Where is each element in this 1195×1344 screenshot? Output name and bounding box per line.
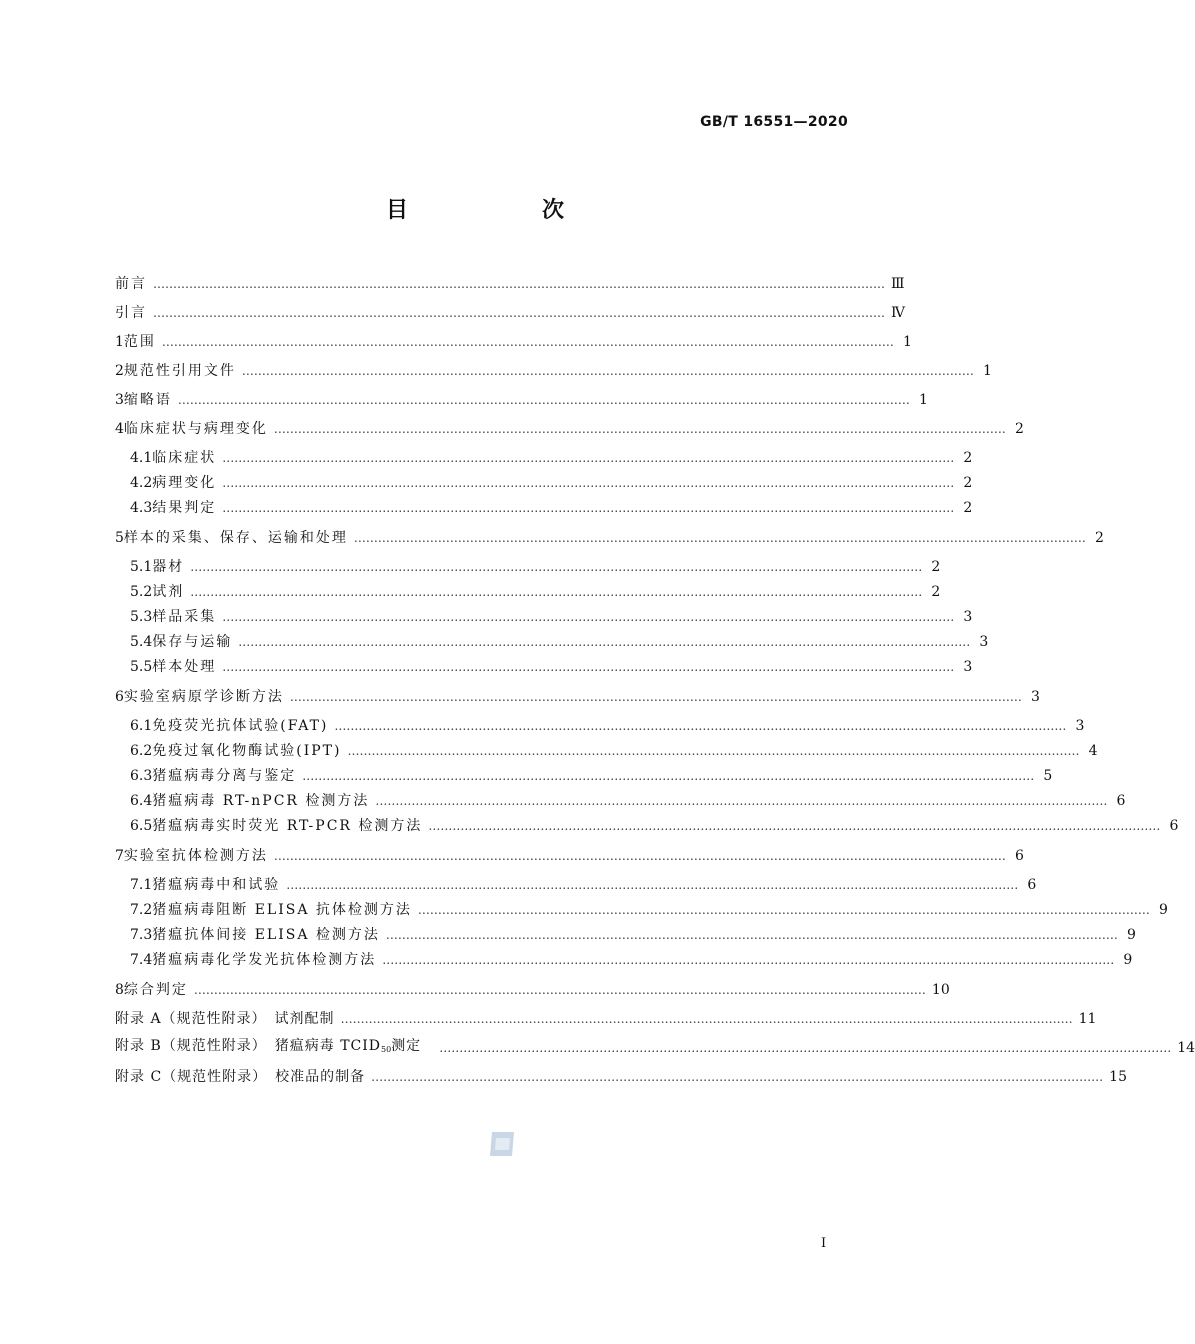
toc-entry-5-5[interactable] xyxy=(130,655,973,679)
toc-entry-7[interactable] xyxy=(115,844,1024,868)
toc-number: 5.5 xyxy=(130,659,153,675)
toc-number: 4.2 xyxy=(130,475,153,491)
toc-number: 7.3 xyxy=(130,927,153,943)
toc-number: 4.1 xyxy=(130,450,153,466)
toc-page: 6 xyxy=(1015,848,1024,864)
toc-number: 6.4 xyxy=(130,793,153,809)
toc-number: 6.1 xyxy=(130,718,153,734)
toc-page: 2 xyxy=(1095,530,1104,546)
toc-number: 5.1 xyxy=(130,559,153,575)
toc-leader: ………………………………………………………………………………………………………………………………………………………………… xyxy=(153,277,885,291)
toc-label: 范围 xyxy=(123,334,156,350)
toc-leader: ………………………………………………………………………………………………………………………………………………………………… xyxy=(417,903,1150,917)
toc-leader: ………………………………………………………………………………………………………………………………………………………………… xyxy=(382,953,1115,967)
toc-number: 5.4 xyxy=(130,634,153,650)
toc-leader: ………………………………………………………………………………………………………………………………………………………………… xyxy=(273,849,1006,863)
toc-leader: ………………………………………………………………………………………………………………………………………………………………… xyxy=(439,1041,1172,1055)
toc-label: 猪瘟病毒实时荧光 RT-PCR 检测方法 xyxy=(152,818,423,834)
toc-page: 9 xyxy=(1123,952,1133,968)
toc-page: 14 xyxy=(1177,1040,1195,1056)
toc-number: 7.2 xyxy=(130,902,153,918)
toc-leader: ………………………………………………………………………………………………………………………………………………………………… xyxy=(161,335,894,349)
toc-label: 实验室病原学诊断方法 xyxy=(123,689,284,705)
page-title: 目 次 xyxy=(385,198,620,223)
toc-entry-5-3[interactable] xyxy=(130,605,973,629)
toc-page: 3 xyxy=(963,609,973,625)
toc-leader: ………………………………………………………………………………………………………………………………………………………………… xyxy=(289,690,1022,704)
toc-label: 猪瘟病毒化学发光抗体检测方法 xyxy=(152,952,377,968)
toc-leader: ………………………………………………………………………………………………………………………………………………………………… xyxy=(371,1070,1104,1084)
toc-leader: ………………………………………………………………………………………………………………………………………………………………… xyxy=(428,819,1161,833)
toc-leader: ………………………………………………………………………………………………………………………………………………………………… xyxy=(273,422,1006,436)
toc-entry-5-2[interactable] xyxy=(130,580,941,604)
toc-label xyxy=(115,1034,421,1062)
toc-entry-6-3[interactable] xyxy=(130,764,1053,788)
toc-page: 9 xyxy=(1127,927,1136,943)
toc-number: 6.3 xyxy=(130,768,153,784)
toc-leader: ………………………………………………………………………………………………………………………………………………………………… xyxy=(222,501,955,515)
toc-entry-1[interactable] xyxy=(115,330,912,354)
toc-page: 1 xyxy=(983,363,992,379)
toc-entry-6-4[interactable] xyxy=(130,789,1126,813)
toc-leader: ………………………………………………………………………………………………………………………………………………………………… xyxy=(353,531,1086,545)
toc-number: 1 xyxy=(115,334,124,350)
toc-label: 猪瘟病毒 RT-nPCR 检测方法 xyxy=(152,793,370,809)
toc-page: 5 xyxy=(1043,768,1053,784)
toc-page: 9 xyxy=(1159,902,1168,918)
toc-page: 3 xyxy=(963,659,973,675)
toc-number: 7.1 xyxy=(130,877,153,893)
toc-label: 引言 xyxy=(115,305,147,321)
toc-leader: ………………………………………………………………………………………………………………………………………………………………… xyxy=(177,393,910,407)
toc-label: 试剂 xyxy=(152,584,185,600)
toc-label-tail: 测定 xyxy=(391,1038,422,1054)
toc-label: 缩略语 xyxy=(123,392,172,408)
toc-number: 6.2 xyxy=(130,743,153,759)
toc-entry-6[interactable] xyxy=(115,685,1040,709)
toc-page: 15 xyxy=(1109,1069,1127,1085)
toc-leader: ………………………………………………………………………………………………………………………………………………………………… xyxy=(302,769,1035,783)
toc-page: 3 xyxy=(979,634,989,650)
toc-entry-8[interactable] xyxy=(115,978,950,1002)
toc-leader: ………………………………………………………………………………………………………………………………………………………………… xyxy=(375,794,1108,808)
toc-number: 5.2 xyxy=(130,584,153,600)
toc-label: 附录 A（规范性附录） 试剂配制 xyxy=(115,1011,335,1027)
toc-leader: ………………………………………………………………………………………………………………………………………………………………… xyxy=(340,1012,1073,1026)
toc-label: 病理变化 xyxy=(152,475,217,491)
toc-entry-4-3[interactable] xyxy=(130,496,973,520)
toc-page: 6 xyxy=(1027,877,1037,893)
toc-label: 实验室抗体检测方法 xyxy=(123,848,268,864)
toc-entry-foreword[interactable] xyxy=(115,272,905,296)
toc-page: 2 xyxy=(963,475,973,491)
toc-label: 猪瘟抗体间接 ELISA 检测方法 xyxy=(152,927,380,943)
toc-entry-5-1[interactable] xyxy=(130,555,941,579)
toc-leader: ………………………………………………………………………………………………………………………………………………………………… xyxy=(222,476,955,490)
toc-entry-6-5[interactable] xyxy=(130,814,1179,838)
toc-label: 临床症状与病理变化 xyxy=(123,421,268,437)
toc-number: 7.4 xyxy=(130,952,153,968)
standard-code: GB/T 16551—2020 xyxy=(700,114,848,130)
toc-entry-5[interactable] xyxy=(115,526,1104,550)
toc-leader: ………………………………………………………………………………………………………………………………………………………………… xyxy=(222,451,955,465)
toc-number: 6 xyxy=(115,689,124,705)
toc-number: 6.5 xyxy=(130,818,153,834)
toc-number: 4.3 xyxy=(130,500,153,516)
toc-number: 3 xyxy=(115,392,124,408)
toc-leader: ………………………………………………………………………………………………………………………………………………………………… xyxy=(385,928,1118,942)
toc-label: 猪瘟病毒阻断 ELISA 抗体检测方法 xyxy=(152,902,412,918)
toc-page: 2 xyxy=(931,559,941,575)
toc-entry-7-2[interactable] xyxy=(130,898,1168,922)
toc-entry-7-4[interactable] xyxy=(130,948,1133,972)
toc-entry-4-2[interactable] xyxy=(130,471,973,495)
toc-page: 3 xyxy=(1031,689,1040,705)
toc-entry-6-1[interactable] xyxy=(130,714,1085,738)
toc-label: 器材 xyxy=(152,559,185,575)
toc-label: 猪瘟病毒中和试验 xyxy=(152,877,281,893)
toc-label-main: 附录 B（规范性附录） 猪瘟病毒 TCID xyxy=(115,1038,381,1054)
toc-page: 4 xyxy=(1088,743,1098,759)
page-folio: Ⅰ xyxy=(821,1236,827,1251)
toc-page: 1 xyxy=(903,334,912,350)
toc-leader: ………………………………………………………………………………………………………………………………………………………………… xyxy=(222,660,955,674)
toc-leader: ………………………………………………………………………………………………………………………………………………………………… xyxy=(238,635,971,649)
toc-page: 2 xyxy=(931,584,941,600)
toc-page: 2 xyxy=(963,500,973,516)
toc-number: 7 xyxy=(115,848,124,864)
toc-page: 6 xyxy=(1169,818,1179,834)
toc-label: 样品采集 xyxy=(152,609,217,625)
toc-label: 附录 C（规范性附录） 校准品的制备 xyxy=(115,1069,366,1085)
toc-label: 猪瘟病毒分离与鉴定 xyxy=(152,768,297,784)
toc-entry-2[interactable] xyxy=(115,359,992,383)
toc-leader: ………………………………………………………………………………………………………………………………………………………………… xyxy=(153,306,885,320)
toc-entry-3[interactable] xyxy=(115,388,928,412)
toc-leader: ………………………………………………………………………………………………………………………………………………………………… xyxy=(190,585,923,599)
toc-label: 前言 xyxy=(115,276,147,292)
toc-entry-4-1[interactable] xyxy=(130,446,973,470)
toc-entry-introduction[interactable] xyxy=(115,301,905,325)
toc-entry-5-4[interactable] xyxy=(130,630,989,654)
toc-label: 样本的采集、保存、运输和处理 xyxy=(123,530,348,546)
toc-page: Ⅳ xyxy=(891,305,905,321)
toc-label: 免疫荧光抗体试验(FAT) xyxy=(152,718,329,734)
toc-label-subscript: 50 xyxy=(381,1045,392,1054)
toc-label: 结果判定 xyxy=(152,500,217,516)
toc-entry-6-2[interactable] xyxy=(130,739,1098,763)
toc-page: 10 xyxy=(931,982,950,998)
toc-page: Ⅲ xyxy=(891,276,905,292)
toc-label: 免疫过氧化物酶试验(IPT) xyxy=(152,743,342,759)
toc-entry-annex-b[interactable] xyxy=(115,1036,1195,1060)
toc-label: 保存与运输 xyxy=(152,634,233,650)
toc-label: 样本处理 xyxy=(152,659,217,675)
toc-number: 5.3 xyxy=(130,609,153,625)
toc-entry-annex-a[interactable] xyxy=(115,1007,1097,1031)
toc-page: 6 xyxy=(1116,793,1126,809)
toc-leader: ………………………………………………………………………………………………………………………………………………………………… xyxy=(193,983,926,997)
toc-label: 规范性引用文件 xyxy=(123,363,236,379)
toc-number: 5 xyxy=(115,530,124,546)
toc-page: 2 xyxy=(1015,421,1024,437)
toc-leader: ………………………………………………………………………………………………………………………………………………………………… xyxy=(222,610,955,624)
toc-leader: ………………………………………………………………………………………………………………………………………………………………… xyxy=(241,364,974,378)
sac-logo-watermark-icon xyxy=(488,1130,516,1158)
toc-label: 综合判定 xyxy=(123,982,188,998)
toc-leader: ………………………………………………………………………………………………………………………………………………………………… xyxy=(190,560,923,574)
toc-page: 2 xyxy=(963,450,973,466)
toc-number: 4 xyxy=(115,421,124,437)
toc-page: 11 xyxy=(1078,1011,1097,1027)
toc-page: 3 xyxy=(1075,718,1085,734)
toc-number: 2 xyxy=(115,363,124,379)
toc-leader: ………………………………………………………………………………………………………………………………………………………………… xyxy=(334,719,1067,733)
toc-leader: ………………………………………………………………………………………………………………………………………………………………… xyxy=(347,744,1080,758)
toc-entry-annex-c[interactable] xyxy=(115,1065,1127,1089)
toc-entry-7-1[interactable] xyxy=(130,873,1037,897)
toc-label: 临床症状 xyxy=(152,450,217,466)
toc-page: 1 xyxy=(919,392,928,408)
toc-leader: ………………………………………………………………………………………………………………………………………………………………… xyxy=(286,878,1019,892)
toc-entry-7-3[interactable] xyxy=(130,923,1136,947)
toc-number: 8 xyxy=(115,982,124,998)
toc-entry-4[interactable] xyxy=(115,417,1024,441)
